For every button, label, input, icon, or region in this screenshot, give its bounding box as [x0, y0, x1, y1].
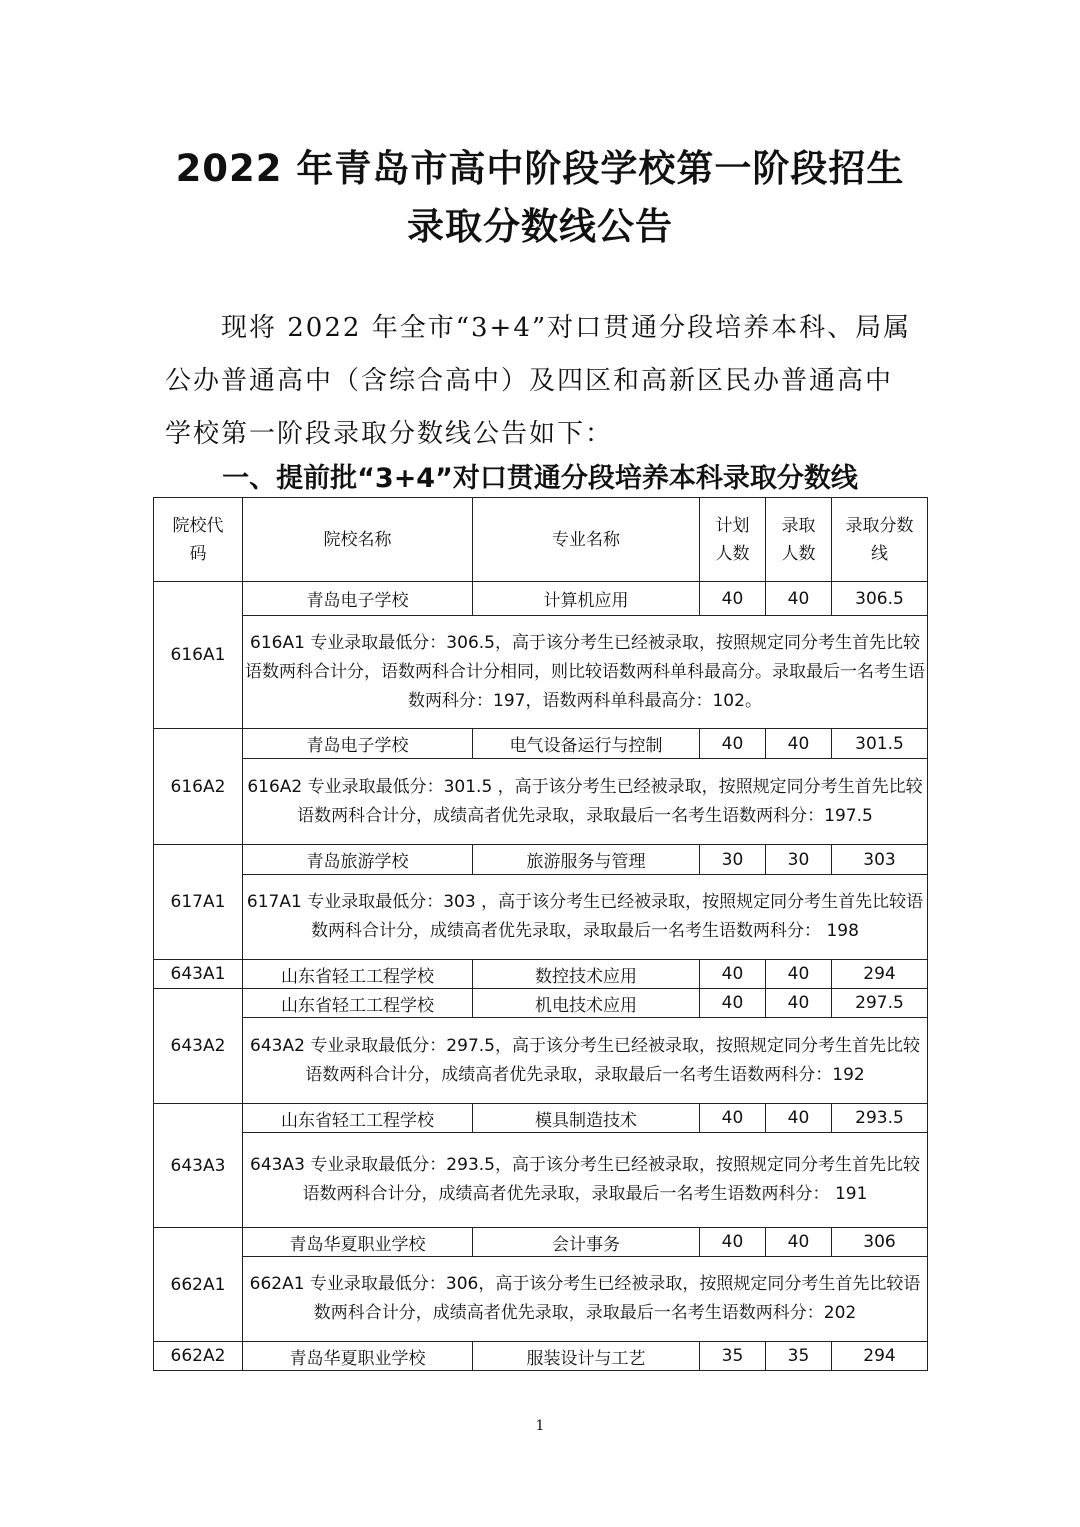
score-cell: 293.5: [832, 1104, 928, 1133]
page-number: 1: [535, 1418, 545, 1434]
header-code: 院校代 码: [154, 498, 243, 582]
school-code-cell: 616A1: [154, 582, 243, 729]
section-heading: 一、提前批“3+4”对口贯通分段培养本科录取分数线: [222, 463, 858, 494]
note-cell: 616A2 专业录取最低分：301.5 ，高于该分考生已经被录取，按照规定同分考生首先比较语数两科合计分，成绩高者优先录取，录取最后一名考生语数两科分：197.5: [243, 759, 928, 845]
table-row: [154, 1104, 928, 1133]
note-cell: 662A1 专业录取最低分：306，高于该分考生已经被录取，按照规定同分考生首先比较语数两科合计分，成绩高者优先录取，录取最后一名考生语数两科分：202: [243, 1257, 928, 1342]
school-code-cell: 643A1: [154, 960, 243, 989]
major-name-cell: 模具制造技术: [473, 1104, 700, 1133]
score-cell: 301.5: [832, 729, 928, 759]
note-cell: 643A2 专业录取最低分：297.5，高于该分考生已经被录取，按照规定同分考生首先比较语数两科合计分，成绩高者优先录取，录取最后一名考生语数两科分：192: [243, 1018, 928, 1104]
score-cell: 303: [832, 845, 928, 875]
page-title-line2: 录取分数线公告: [407, 205, 673, 248]
score-cell: 294: [832, 1342, 928, 1371]
score-cell: 306.5: [832, 582, 928, 616]
major-name-cell: 会计事务: [473, 1228, 700, 1257]
admitted-count-cell: 40: [766, 1228, 832, 1257]
table-note-row: [154, 759, 928, 845]
school-name-cell: 山东省轻工工程学校: [243, 989, 473, 1018]
major-name-cell: 电气设备运行与控制: [473, 729, 700, 759]
header-admitted: 录取 人数: [766, 498, 832, 582]
plan-count-cell: 40: [700, 729, 766, 759]
plan-count-cell: 40: [700, 582, 766, 616]
score-cell: 306: [832, 1228, 928, 1257]
major-name-cell: 服装设计与工艺: [473, 1342, 700, 1371]
school-name-cell: 青岛华夏职业学校: [243, 1342, 473, 1371]
admitted-count-cell: 30: [766, 845, 832, 875]
intro-paragraph: [165, 302, 925, 461]
intro-line: 现将 2022 年全市“3+4”对口贯通分段培养本科、局属: [221, 313, 912, 343]
admission-score-table: [153, 497, 928, 1371]
major-name-cell: 计算机应用: [473, 582, 700, 616]
header-school: 院校名称: [243, 498, 473, 582]
school-code-cell: 643A2: [154, 989, 243, 1104]
school-name-cell: 山东省轻工工程学校: [243, 1104, 473, 1133]
score-cell: 297.5: [832, 989, 928, 1018]
major-name-cell: 数控技术应用: [473, 960, 700, 989]
plan-count-cell: 40: [700, 1228, 766, 1257]
table-note-row: [154, 1257, 928, 1342]
note-cell: 617A1 专业录取最低分：303 ，高于该分考生已经被录取，按照规定同分考生首先比较语数两科合计分，成绩高者优先录取，录取最后一名考生语数两科分： 198: [243, 875, 928, 960]
school-name-cell: 青岛电子学校: [243, 729, 473, 759]
table-row: [154, 845, 928, 875]
table-header-row: [154, 498, 928, 582]
table-row: [154, 729, 928, 759]
table-note-row: [154, 1133, 928, 1228]
admitted-count-cell: 40: [766, 729, 832, 759]
header-major: 专业名称: [473, 498, 700, 582]
table-row: [154, 582, 928, 616]
plan-count-cell: 40: [700, 1104, 766, 1133]
table-row: [154, 1228, 928, 1257]
admitted-count-cell: 40: [766, 960, 832, 989]
school-name-cell: 山东省轻工工程学校: [243, 960, 473, 989]
admitted-count-cell: 35: [766, 1342, 832, 1371]
score-cell: 294: [832, 960, 928, 989]
major-name-cell: 机电技术应用: [473, 989, 700, 1018]
school-name-cell: 青岛华夏职业学校: [243, 1228, 473, 1257]
intro-line: 学校第一阶段录取分数线公告如下：: [165, 419, 614, 449]
school-name-cell: 青岛电子学校: [243, 582, 473, 616]
plan-count-cell: 40: [700, 989, 766, 1018]
header-score: 录取分数 线: [832, 498, 928, 582]
school-code-cell: 617A1: [154, 845, 243, 960]
school-code-cell: 616A2: [154, 729, 243, 845]
table-note-row: [154, 1018, 928, 1104]
admitted-count-cell: 40: [766, 989, 832, 1018]
school-name-cell: 青岛旅游学校: [243, 845, 473, 875]
admitted-count-cell: 40: [766, 1104, 832, 1133]
note-cell: 616A1 专业录取最低分：306.5，高于该分考生已经被录取，按照规定同分考生首先比较语数两科合计分，语数两科合计分相同，则比较语数两科单科最高分。录取最后一名考生语数两科分：197，语数两科单科最高分：102。: [243, 616, 928, 729]
intro-line: 公办普通高中（含综合高中）及四区和高新区民办普通高中: [165, 366, 894, 396]
page-title-line1: 2022 年青岛市高中阶段学校第一阶段招生: [175, 147, 905, 190]
table-row: [154, 989, 928, 1018]
plan-count-cell: 40: [700, 960, 766, 989]
header-plan: 计划 人数: [700, 498, 766, 582]
school-code-cell: 662A1: [154, 1228, 243, 1342]
admitted-count-cell: 40: [766, 582, 832, 616]
table-note-row: [154, 875, 928, 960]
major-name-cell: 旅游服务与管理: [473, 845, 700, 875]
school-code-cell: 643A3: [154, 1104, 243, 1228]
table-row: [154, 1342, 928, 1371]
school-code-cell: 662A2: [154, 1342, 243, 1371]
table-row: [154, 960, 928, 989]
plan-count-cell: 35: [700, 1342, 766, 1371]
plan-count-cell: 30: [700, 845, 766, 875]
note-cell: 643A3 专业录取最低分：293.5，高于该分考生已经被录取，按照规定同分考生首先比较语数两科合计分，成绩高者优先录取，录取最后一名考生语数两科分： 191: [243, 1133, 928, 1228]
table-note-row: [154, 616, 928, 729]
